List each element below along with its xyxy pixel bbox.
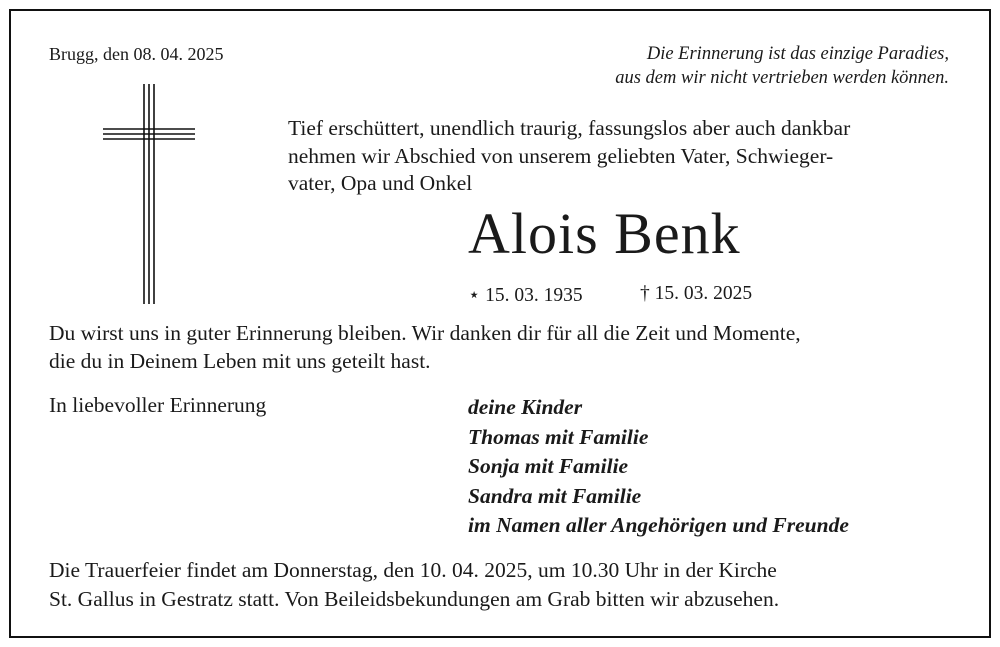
service-notice xyxy=(49,556,779,614)
signer-line: deine Kinder xyxy=(468,395,583,419)
motto-line: Die Erinnerung ist das einzige Paradies, xyxy=(646,44,949,64)
motto-line: aus dem wir nicht vertrieben werden können. xyxy=(615,68,949,88)
birth-date: ⋆ 15. 03. 1935 xyxy=(468,285,583,306)
signer-line: im Namen aller Angehörigen und Freunde xyxy=(468,513,849,537)
intro-text xyxy=(288,115,850,198)
service-line: Die Trauerfeier findet am Donnerstag, den 10. 04. 2025, um 10.30 Uhr in der Kirche xyxy=(49,558,777,582)
intro-line: vater, Opa und Onkel xyxy=(288,171,473,195)
memory-label: In liebevoller Erinnerung xyxy=(49,393,267,417)
thanks-line: Du wirst uns in guter Erinnerung bleiben. Wir danken dir für all die Zeit und Momente, xyxy=(49,321,801,345)
death-date: † 15. 03. 2025 xyxy=(640,283,753,304)
signer-line: Thomas mit Familie xyxy=(468,424,649,449)
intro-line: nehmen wir Abschied von unserem geliebten Vater, Schwieger- xyxy=(288,143,834,168)
deceased-name: Alois Benk xyxy=(468,201,741,266)
service-line: St. Gallus in Gestratz statt. Von Beileidsbekundungen am Grab bitten wir abzusehen. xyxy=(49,587,780,611)
signers-list xyxy=(468,393,849,541)
signer-line: Sonja mit Familie xyxy=(468,454,629,478)
motto-quote xyxy=(615,42,949,90)
thanks-text xyxy=(49,320,801,375)
intro-line: Tief erschüttert, unendlich traurig, fassungslos aber auch dankbar xyxy=(288,116,851,140)
signer-line: Sandra mit Familie xyxy=(468,483,642,508)
place-date: Brugg, den 08. 04. 2025 xyxy=(49,44,224,64)
thanks-line: die du in Deinem Leben mit uns geteilt hast. xyxy=(49,348,431,373)
cross-icon xyxy=(103,84,195,304)
